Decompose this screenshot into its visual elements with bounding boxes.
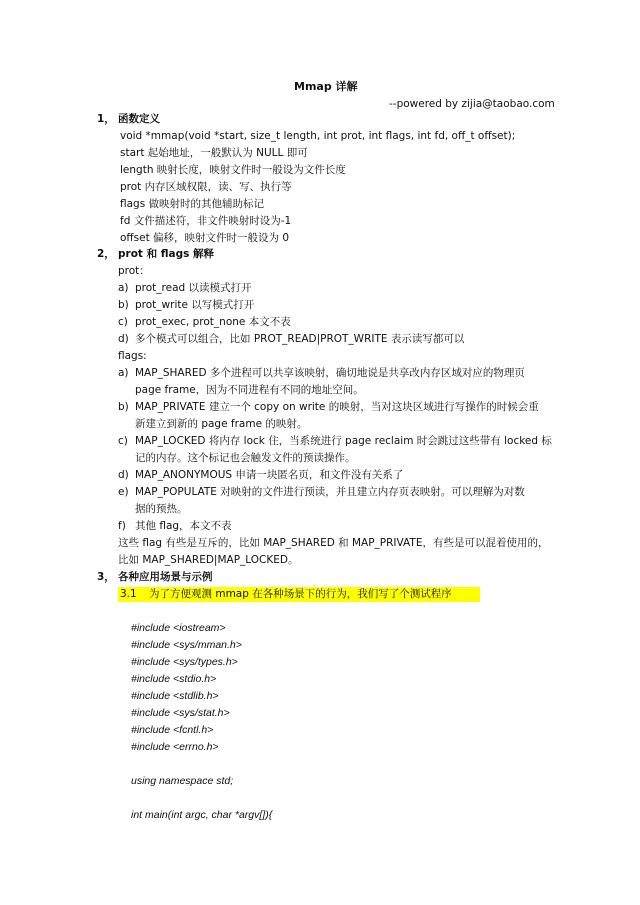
param-prot: prot 内存区域权限，读、写、执行等 <box>120 181 292 193</box>
code-include-stdio: #include <stdio.h> <box>131 673 217 685</box>
code-include-fcntl: #include <fcntl.h> <box>131 724 214 736</box>
subsection-number: 3.1 <box>120 588 137 600</box>
flag-item-populate: MAP_POPULATE 对映射的文件进行预读，并且建立内存页表映射。可以理解为对数 <box>135 486 525 498</box>
subsection-text: 为了方便观测 mmap 在各种场景下的行为，我们写了个测试程序 <box>149 588 452 600</box>
section-2-number: 2， <box>97 248 115 260</box>
flag-item-populate-cont: 据的预热。 <box>135 503 188 515</box>
section-1-heading: 函数定义 <box>118 113 160 125</box>
code-include-stdlib: #include <stdlib.h> <box>131 690 219 702</box>
prot-item-combine: 多个模式可以组合，比如 PROT_READ|PROT_WRITE 表示读写都可以 <box>135 333 465 345</box>
param-flags: flags 做映射时的其他辅助标记 <box>120 198 265 210</box>
list-marker: b) <box>118 299 129 311</box>
code-main-signature: int main(int argc, char *argv[]){ <box>131 809 273 821</box>
param-fd: fd 文件描述符，非文件映射时设为-1 <box>120 215 292 227</box>
param-offset: offset 偏移，映射文件时一般设为 0 <box>120 232 290 244</box>
flags-label: flags: <box>118 350 147 362</box>
flag-item-private: MAP_PRIVATE 建立一个 copy on write 的映射，当对这块区域进行写操作的时候会重 <box>135 401 539 413</box>
flag-item-shared-cont: page frame，因为不同进程有不同的地址空间。 <box>135 384 364 396</box>
document-title: Mmap 详解 <box>294 80 358 93</box>
code-include-errno: #include <errno.h> <box>131 741 219 753</box>
flags-note-line-2: 比如 MAP_SHARED|MAP_LOCKED。 <box>118 554 299 566</box>
list-marker: a) <box>118 282 129 294</box>
list-marker: c) <box>118 316 128 328</box>
code-include-stat: #include <sys/stat.h> <box>131 707 230 719</box>
list-marker: d) <box>118 469 129 481</box>
prot-label: prot： <box>118 265 150 277</box>
section-1-number: 1， <box>97 113 115 125</box>
prot-item-write: prot_write 以写模式打开 <box>135 299 255 311</box>
code-include-types: #include <sys/types.h> <box>131 656 238 668</box>
list-marker: e) <box>118 486 129 498</box>
prot-item-read: prot_read 以读模式打开 <box>135 282 252 294</box>
list-marker: c) <box>118 435 128 447</box>
code-include-iostream: #include <iostream> <box>131 622 226 634</box>
flag-item-anonymous: MAP_ANONYMOUS 申请一块匿名页，和文件没有关系了 <box>135 469 404 481</box>
function-signature: void *mmap(void *start, size_t length, int prot, int flags, int fd, off_t offset); <box>120 130 516 142</box>
flag-item-private-cont: 新建立到新的 page frame 的映射。 <box>135 418 308 430</box>
section-2-heading: prot 和 flags 解释 <box>118 248 215 260</box>
flag-item-other: 其他 flag，本文不表 <box>135 520 232 532</box>
prot-item-exec: prot_exec, prot_none 本文不表 <box>135 316 291 328</box>
list-marker: f) <box>118 520 126 532</box>
flag-item-locked: MAP_LOCKED 将内存 lock 住，当系统进行 page reclaim 时会跳过这些带有 locked 标 <box>135 435 552 447</box>
flag-item-shared: MAP_SHARED 多个进程可以共享该映射，确切地说是共享改内存区域对应的物理页 <box>135 367 525 379</box>
flag-item-locked-cont: 记的内存。这个标记也会触发文件的预读操作。 <box>135 452 356 464</box>
list-marker: d) <box>118 333 129 345</box>
param-start: start 起始地址，一般默认为 NULL 即可 <box>120 147 308 159</box>
list-marker: a) <box>118 367 129 379</box>
code-using-namespace: using namespace std; <box>131 775 234 787</box>
section-3-heading: 各种应用场景与示例 <box>118 571 213 583</box>
author-line: --powered by zijia@taobao.com <box>389 98 555 110</box>
flags-note-line-1: 这些 flag 有些是互斥的，比如 MAP_SHARED 和 MAP_PRIVATE，有些是可以混着使用的， <box>118 537 549 549</box>
list-marker: b) <box>118 401 129 413</box>
section-3-number: 3， <box>97 571 115 583</box>
param-length: length 映射长度，映射文件时一般设为文件长度 <box>120 164 346 176</box>
code-include-mman: #include <sys/mman.h> <box>131 639 242 651</box>
